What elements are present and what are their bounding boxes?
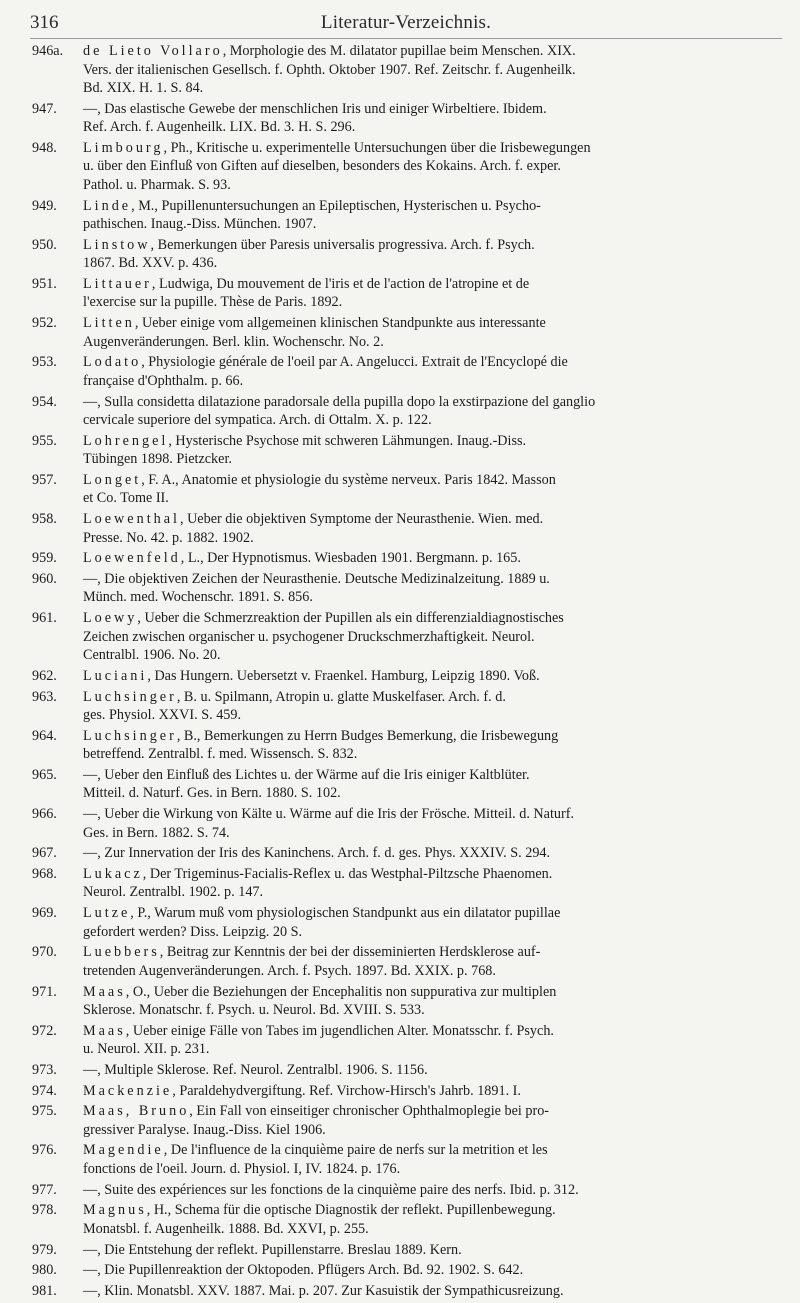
page-header: [30, 10, 782, 40]
entry-line: [83, 1102, 780, 1121]
bibliography-entry: [32, 805, 780, 842]
entry-author: Litten: [83, 315, 135, 332]
entry-line-text: française d'Ophthalm. p. 66.: [83, 372, 244, 389]
entry-number: 966.: [32, 806, 57, 823]
entry-text: [83, 1181, 780, 1200]
entry-line: [83, 844, 780, 863]
entry-line: [83, 1241, 780, 1260]
entry-number: 958.: [32, 511, 57, 528]
entry-line: [83, 1082, 780, 1101]
entry-line-text: —, Klin. Monatsbl. XXV. 1887. Mai. p. 207. Zur Kasuistik der Sympathicusreizung.: [83, 1282, 564, 1299]
entry-line: [83, 314, 780, 333]
entry-number: 957.: [32, 471, 57, 488]
entry-line-text: l'exercise sur la pupille. Thèse de Paris. 1892.: [83, 294, 343, 311]
entry-text: [83, 1061, 780, 1080]
entry-line: [83, 1040, 780, 1059]
entry-line: [83, 275, 780, 294]
entry-line: [83, 943, 780, 962]
entry-line: [83, 236, 780, 255]
entry-number: 950.: [32, 236, 57, 253]
entry-author: Linde: [83, 197, 132, 214]
entry-line: [83, 824, 780, 843]
bibliography-entry: [32, 727, 780, 764]
entry-number: 965.: [32, 766, 57, 783]
entry-line: [83, 962, 780, 981]
bibliography-entry: [32, 139, 780, 195]
entry-line-text: —, Die Pupillenreaktion der Oktopoden. Pflügers Arch. Bd. 92. 1902. S. 642.: [83, 1262, 524, 1279]
entry-line: [83, 1220, 780, 1239]
entry-line-text: , Bemerkungen über Paresis universalis progressiva. Arch. f. Psych.: [150, 236, 535, 253]
entry-number: 978.: [32, 1202, 57, 1219]
entry-line-text: gressiver Paralyse. Inaug.-Diss. Kiel 1906.: [83, 1121, 326, 1138]
entry-line-text: , Das Hungern. Uebersetzt v. Fraenkel. Hamburg, Leipzig 1890. Voß.: [147, 667, 540, 684]
entry-line-text: Sklerose. Monatschr. f. Psych. u. Neurol. Bd. XVIII. S. 533.: [83, 1002, 425, 1018]
entry-line: [83, 471, 780, 490]
entry-line-text: —, Die objektiven Zeichen der Neurasthenie. Deutsche Medizinalzeitung. 1889 u.: [83, 570, 550, 587]
entry-number: 968.: [32, 865, 57, 882]
bibliography-entry: [32, 314, 780, 351]
entry-line: [83, 745, 780, 764]
entry-line: [83, 1022, 780, 1041]
bibliography-entry: [32, 1261, 780, 1280]
bibliography-entry: [32, 904, 780, 941]
entry-line-text: , Beitrag zur Kenntnis der bei der disseminierten Herdsklerose auf-: [159, 944, 541, 961]
entry-text: [83, 983, 780, 1020]
entry-author: Magendie: [83, 1142, 164, 1159]
entry-line: [83, 489, 780, 508]
entry-line-text: , Ueber einige vom allgemeinen klinischen Standpunkte aus interessante: [134, 315, 546, 332]
entry-line: [83, 197, 780, 216]
entry-author: Lutze: [83, 905, 131, 922]
entry-number: 947.: [32, 100, 57, 117]
entry-line: [83, 353, 780, 372]
entry-number: 960.: [32, 570, 57, 587]
entry-line: [83, 1201, 780, 1220]
entry-line-text: , Physiologie générale de l'oeil par A. Angelucci. Extrait de l'Encyclopé die: [141, 354, 568, 371]
entry-number: 981.: [32, 1282, 57, 1299]
entry-line-text: , Morphologie des M. dilatator pupillae beim Menschen. XIX.: [222, 43, 576, 59]
entry-text: [83, 432, 780, 469]
entry-line-text: fonctions de l'oeil. Journ. d. Physiol. I, IV. 1824. p. 176.: [83, 1160, 401, 1177]
entry-line: [83, 727, 780, 746]
bibliography-entry: [32, 197, 780, 234]
entry-number: 977.: [32, 1181, 57, 1198]
entry-line: [83, 667, 780, 686]
entry-text: [83, 1022, 780, 1059]
entry-line-text: , Der Trigeminus-Facialis-Reflex u. das Westphal-Piltzsche Phaenomen.: [142, 865, 553, 882]
bibliography-entry: [32, 983, 780, 1020]
entry-text: [83, 727, 780, 764]
bibliography-entry: [32, 1282, 780, 1301]
entry-line: [83, 61, 780, 80]
entry-line: [83, 805, 780, 824]
entry-author: de Lieto Vollaro: [83, 43, 223, 59]
entry-line: [83, 1121, 780, 1140]
entry-text: [83, 904, 780, 941]
bibliography-entry: [32, 432, 780, 469]
entry-number: 973.: [32, 1061, 57, 1078]
entry-line-text: —, Zur Innervation der Iris des Kaninchens. Arch. f. d. ges. Phys. XXXIV. S. 294.: [83, 845, 551, 862]
entry-text: [83, 667, 780, 686]
entry-author: Loewenthal: [83, 511, 180, 528]
bibliography-entry: [32, 393, 780, 430]
bibliography-list: [32, 42, 780, 1303]
entry-line-text: —, Das elastische Gewebe der menschlichen Iris und einiger Wirbeltiere. Ibidem.: [83, 100, 547, 117]
bibliography-entry: [32, 100, 780, 137]
entry-text: [83, 766, 780, 803]
entry-line: [83, 766, 780, 785]
entry-line-text: Zeichen zwischen organischer u. psychogener Druckschmerzhaftigkeit. Neurol.: [83, 628, 535, 645]
entry-line-text: betreffend. Zentralbl. f. med. Wissensch. S. 832.: [83, 746, 358, 763]
entry-line: [83, 706, 780, 725]
entry-line-text: Münch. med. Wochenschr. 1891. S. 856.: [83, 589, 313, 606]
entry-line: [83, 628, 780, 647]
entry-author: Maas, Bruno: [83, 1103, 190, 1120]
entry-line-text: Ges. in Bern. 1882. S. 74.: [83, 824, 230, 841]
entry-line: [83, 157, 780, 176]
entry-line: [83, 176, 780, 195]
entry-line: [83, 1160, 780, 1179]
entry-line: [83, 784, 780, 803]
entry-author: Lodato: [83, 354, 142, 371]
bibliography-entry: [32, 549, 780, 568]
entry-number: 975.: [32, 1103, 57, 1120]
entry-text: [83, 1141, 780, 1178]
entry-number: 962.: [32, 667, 57, 684]
entry-line: [83, 609, 780, 628]
entry-line: [83, 139, 780, 158]
entry-line: [83, 549, 780, 568]
bibliography-entry: [32, 570, 780, 607]
entry-line: [83, 1141, 780, 1160]
entry-line: [83, 923, 780, 942]
entry-text: [83, 393, 780, 430]
entry-line-text: , B., Bemerkungen zu Herrn Budges Bemerkung, die Irisbewegung: [176, 727, 559, 744]
entry-line: [83, 1001, 780, 1020]
entry-line-text: , Ueber die objektiven Symptome der Neurasthenie. Wien. med.: [179, 511, 544, 528]
entry-line-text: —, Multiple Sklerose. Ref. Neurol. Zentralbl. 1906. S. 1156.: [83, 1061, 428, 1078]
entry-number: 948.: [32, 139, 57, 156]
entry-text: [83, 510, 780, 547]
bibliography-entry: [32, 865, 780, 902]
entry-text: [83, 353, 780, 390]
entry-line: [83, 688, 780, 707]
bibliography-entry: [32, 1141, 780, 1178]
entry-text: [83, 549, 780, 568]
entry-number: 954.: [32, 393, 57, 410]
entry-line: [83, 254, 780, 273]
entry-line: [83, 333, 780, 352]
entry-line-text: , Ein Fall von einseitiger chronischer Ophthalmoplegie bei pro-: [189, 1103, 550, 1120]
entry-text: [83, 1282, 780, 1301]
entry-line: [83, 1261, 780, 1280]
entry-text: [83, 805, 780, 842]
entry-line-text: Monatsbl. f. Augenheilk. 1888. Bd. XXVI, p. 255.: [83, 1220, 369, 1237]
entry-number: 964.: [32, 727, 57, 744]
bibliography-entry: [32, 1061, 780, 1080]
bibliography-entry: [32, 510, 780, 547]
bibliography-entry: [32, 667, 780, 686]
entry-text: [83, 1102, 780, 1139]
entry-text: [83, 844, 780, 863]
entry-number: 969.: [32, 905, 57, 922]
entry-line: [83, 1282, 780, 1301]
entry-line: [83, 1181, 780, 1200]
entry-line-text: 1867. Bd. XXV. p. 436.: [83, 255, 218, 272]
entry-line: [83, 411, 780, 430]
entry-text: [83, 609, 780, 665]
entry-author: Lukacz: [83, 865, 143, 882]
entry-line-text: Bd. XIX. H. 1. S. 84.: [83, 80, 204, 96]
bibliography-entry: [32, 688, 780, 725]
bibliography-entry: [32, 1102, 780, 1139]
entry-number: 967.: [32, 845, 57, 862]
entry-line-text: , L., Der Hypnotismus. Wiesbaden 1901. Bergmann. p. 165.: [180, 550, 521, 567]
entry-line-text: —, Ueber die Wirkung von Kälte u. Wärme auf die Iris der Frösche. Mitteil. d. Naturf.: [83, 806, 574, 823]
entry-text: [83, 865, 780, 902]
entry-line-text: ges. Physiol. XXVI. S. 459.: [83, 707, 242, 723]
entry-line: [83, 1061, 780, 1080]
entry-line-text: tretenden Augenveränderungen. Arch. f. Psych. 1897. Bd. XXIX. p. 768.: [83, 962, 496, 979]
entry-line-text: et Co. Tome II.: [83, 490, 169, 507]
entry-text: [83, 570, 780, 607]
entry-number: 971.: [32, 983, 57, 1000]
entry-number: 972.: [32, 1022, 57, 1039]
entry-line: [83, 450, 780, 469]
entry-author: Luchsinger: [83, 727, 177, 744]
entry-line: [83, 393, 780, 412]
entry-number: 949.: [32, 197, 57, 214]
bibliography-entry: [32, 353, 780, 390]
entry-line: [83, 646, 780, 665]
entry-number: 970.: [32, 944, 57, 961]
entry-text: [83, 139, 780, 195]
entry-author: Limbourg: [83, 139, 164, 156]
entry-number: 955.: [32, 432, 57, 449]
entry-text: [83, 688, 780, 725]
entry-line: [83, 904, 780, 923]
entry-line-text: Tübingen 1898. Pietzcker.: [83, 451, 232, 468]
entry-number: 980.: [32, 1262, 57, 1279]
entry-line-text: Mitteil. d. Naturf. Ges. in Bern. 1880. S. 102.: [83, 785, 341, 802]
entry-line: [83, 42, 780, 61]
bibliography-entry: [32, 471, 780, 508]
entry-line: [83, 118, 780, 137]
entry-text: [83, 236, 780, 273]
bibliography-entry: [32, 609, 780, 665]
header-rule: [30, 38, 782, 39]
entry-author: Luebbers: [83, 944, 160, 961]
entry-author: Luchsinger: [83, 688, 177, 705]
entry-line-text: Ref. Arch. f. Augenheilk. LIX. Bd. 3. H. S. 296.: [83, 119, 356, 136]
entry-line-text: , Ueber die Schmerzreaktion der Pupillen als ein differenzialdiagnostisches: [137, 610, 564, 627]
bibliography-entry: [32, 1201, 780, 1238]
entry-line-text: Neurol. Zentralbl. 1902. p. 147.: [83, 884, 264, 901]
entry-number: 963.: [32, 688, 57, 705]
entry-text: [83, 197, 780, 234]
entry-author: Maas: [83, 983, 126, 1000]
entry-author: Luciani: [83, 667, 148, 684]
bibliography-entry: [32, 236, 780, 273]
entry-line-text: , Ueber einige Fälle von Tabes im jugendlichen Alter. Monatsschr. f. Psych.: [125, 1022, 554, 1039]
bibliography-entry: [32, 766, 780, 803]
entry-text: [83, 42, 780, 98]
bibliography-entry: [32, 943, 780, 980]
entry-number: 974.: [32, 1082, 57, 1099]
entry-number: 946a.: [32, 43, 64, 59]
entry-line-text: u. Neurol. XII. p. 231.: [83, 1041, 210, 1058]
bibliography-entry: [32, 275, 780, 312]
entry-line-text: u. über den Einfluß von Giften auf dieselben, besonders des Kokains. Arch. f. exper.: [83, 158, 561, 175]
entry-text: [83, 314, 780, 351]
entry-line: [83, 529, 780, 548]
entry-line: [83, 570, 780, 589]
entry-line-text: cervicale superiore del sympatica. Arch. di Ottalm. X. p. 122.: [83, 412, 432, 428]
entry-number: 979.: [32, 1241, 57, 1258]
entry-text: [83, 275, 780, 312]
entry-number: 976.: [32, 1142, 57, 1159]
entry-line-text: , P., Warum muß vom physiologischen Standpunkt aus ein dilatator pupillae: [130, 905, 561, 922]
entry-number: 953.: [32, 354, 57, 371]
entry-line-text: —, Sulla considetta dilatazione paradorsale della pupilla dopo la exstirpazione del ganglio: [83, 393, 596, 410]
entry-line-text: Augenveränderungen. Berl. klin. Wochenschr. No. 2.: [83, 333, 384, 350]
entry-line: [83, 865, 780, 884]
entry-line-text: , Ludwiga, Du mouvement de l'iris et de l'action de l'atropine et de: [151, 275, 530, 292]
entry-line: [83, 588, 780, 607]
entry-author: Littauer: [83, 275, 152, 292]
entry-text: [83, 1261, 780, 1280]
entry-number: 952.: [32, 315, 57, 332]
entry-line-text: pathischen. Inaug.-Diss. München. 1907.: [83, 216, 317, 233]
page-number: 316: [30, 12, 59, 33]
entry-line-text: , B. u. Spilmann, Atropin u. glatte Muskelfaser. Arch. f. d.: [176, 688, 506, 705]
entry-text: [83, 1241, 780, 1260]
entry-text: [83, 471, 780, 508]
entry-text: [83, 943, 780, 980]
entry-author: Loewenfeld: [83, 550, 181, 567]
bibliography-entry: [32, 1082, 780, 1101]
entry-line: [83, 79, 780, 98]
entry-line: [83, 510, 780, 529]
entry-line-text: , M., Pupillenuntersuchungen an Epileptischen, Hysterischen u. Psycho-: [131, 197, 541, 214]
entry-text: [83, 1201, 780, 1238]
entry-line-text: , Hysterische Psychose mit schweren Lähmungen. Inaug.-Diss.: [168, 432, 527, 449]
entry-line-text: Pathol. u. Pharmak. S. 93.: [83, 176, 231, 193]
entry-text: [83, 100, 780, 137]
entry-line-text: , Paraldehydvergiftung. Ref. Virchow-Hirsch's Jahrb. 1891. I.: [172, 1082, 521, 1099]
entry-author: Lohrengel: [83, 432, 169, 449]
bibliography-entry: [32, 42, 780, 98]
entry-line: [83, 293, 780, 312]
entry-line-text: , O., Ueber die Beziehungen der Encephalitis non suppurativa zur multiplen: [125, 983, 557, 1000]
bibliography-entry: [32, 1241, 780, 1260]
entry-number: 951.: [32, 275, 57, 292]
entry-line: [83, 983, 780, 1002]
entry-author: Mackenzie: [83, 1082, 173, 1099]
entry-line: [83, 883, 780, 902]
entry-author: Longet: [83, 471, 142, 488]
bibliography-entry: [32, 1022, 780, 1059]
entry-line-text: , De l'influence de la cinquième paire de nerfs sur la metrition et les: [163, 1142, 548, 1159]
entry-author: Loewy: [83, 610, 138, 627]
entry-author: Linstow: [83, 236, 151, 253]
running-title: Literatur-Verzeichnis.: [320, 12, 492, 33]
entry-line-text: Vers. der italienischen Gesellsch. f. Ophth. Oktober 1907. Ref. Zeitschr. f. Augenheilk.: [83, 61, 576, 78]
entry-line: [83, 215, 780, 234]
entry-text: [83, 1082, 780, 1101]
entry-number: 961.: [32, 610, 57, 627]
entry-line-text: Centralbl. 1906. No. 20.: [83, 647, 221, 664]
entry-number: 959.: [32, 550, 57, 567]
entry-line-text: , F. A., Anatomie et physiologie du système nerveux. Paris 1842. Masson: [141, 471, 556, 488]
entry-author: Maas: [83, 1022, 126, 1039]
entry-line-text: , H., Schema für die optische Diagnostik der reflekt. Pupillenbewegung.: [146, 1202, 556, 1219]
entry-author: Magnus: [83, 1202, 147, 1219]
entry-line-text: —, Die Entstehung der reflekt. Pupillenstarre. Breslau 1889. Kern.: [83, 1241, 462, 1258]
entry-line: [83, 432, 780, 451]
entry-line-text: , Ph., Kritische u. experimentelle Untersuchungen über die Irisbewegungen: [163, 139, 591, 156]
entry-line-text: Presse. No. 42. p. 1882. 1902.: [83, 529, 254, 546]
entry-line-text: —, Ueber den Einfluß des Lichtes u. der Wärme auf die Iris einiger Kaltblüter.: [83, 766, 530, 783]
bibliography-entry: [32, 844, 780, 863]
entry-line-text: gefordert werden? Diss. Leipzig. 20 S.: [83, 923, 303, 940]
entry-line: [83, 372, 780, 391]
bibliography-entry: [32, 1181, 780, 1200]
entry-line: [83, 100, 780, 119]
entry-line-text: —, Suite des expériences sur les fonctions de la cinquième paire des nerfs. Ibid. p. 312.: [83, 1181, 579, 1198]
